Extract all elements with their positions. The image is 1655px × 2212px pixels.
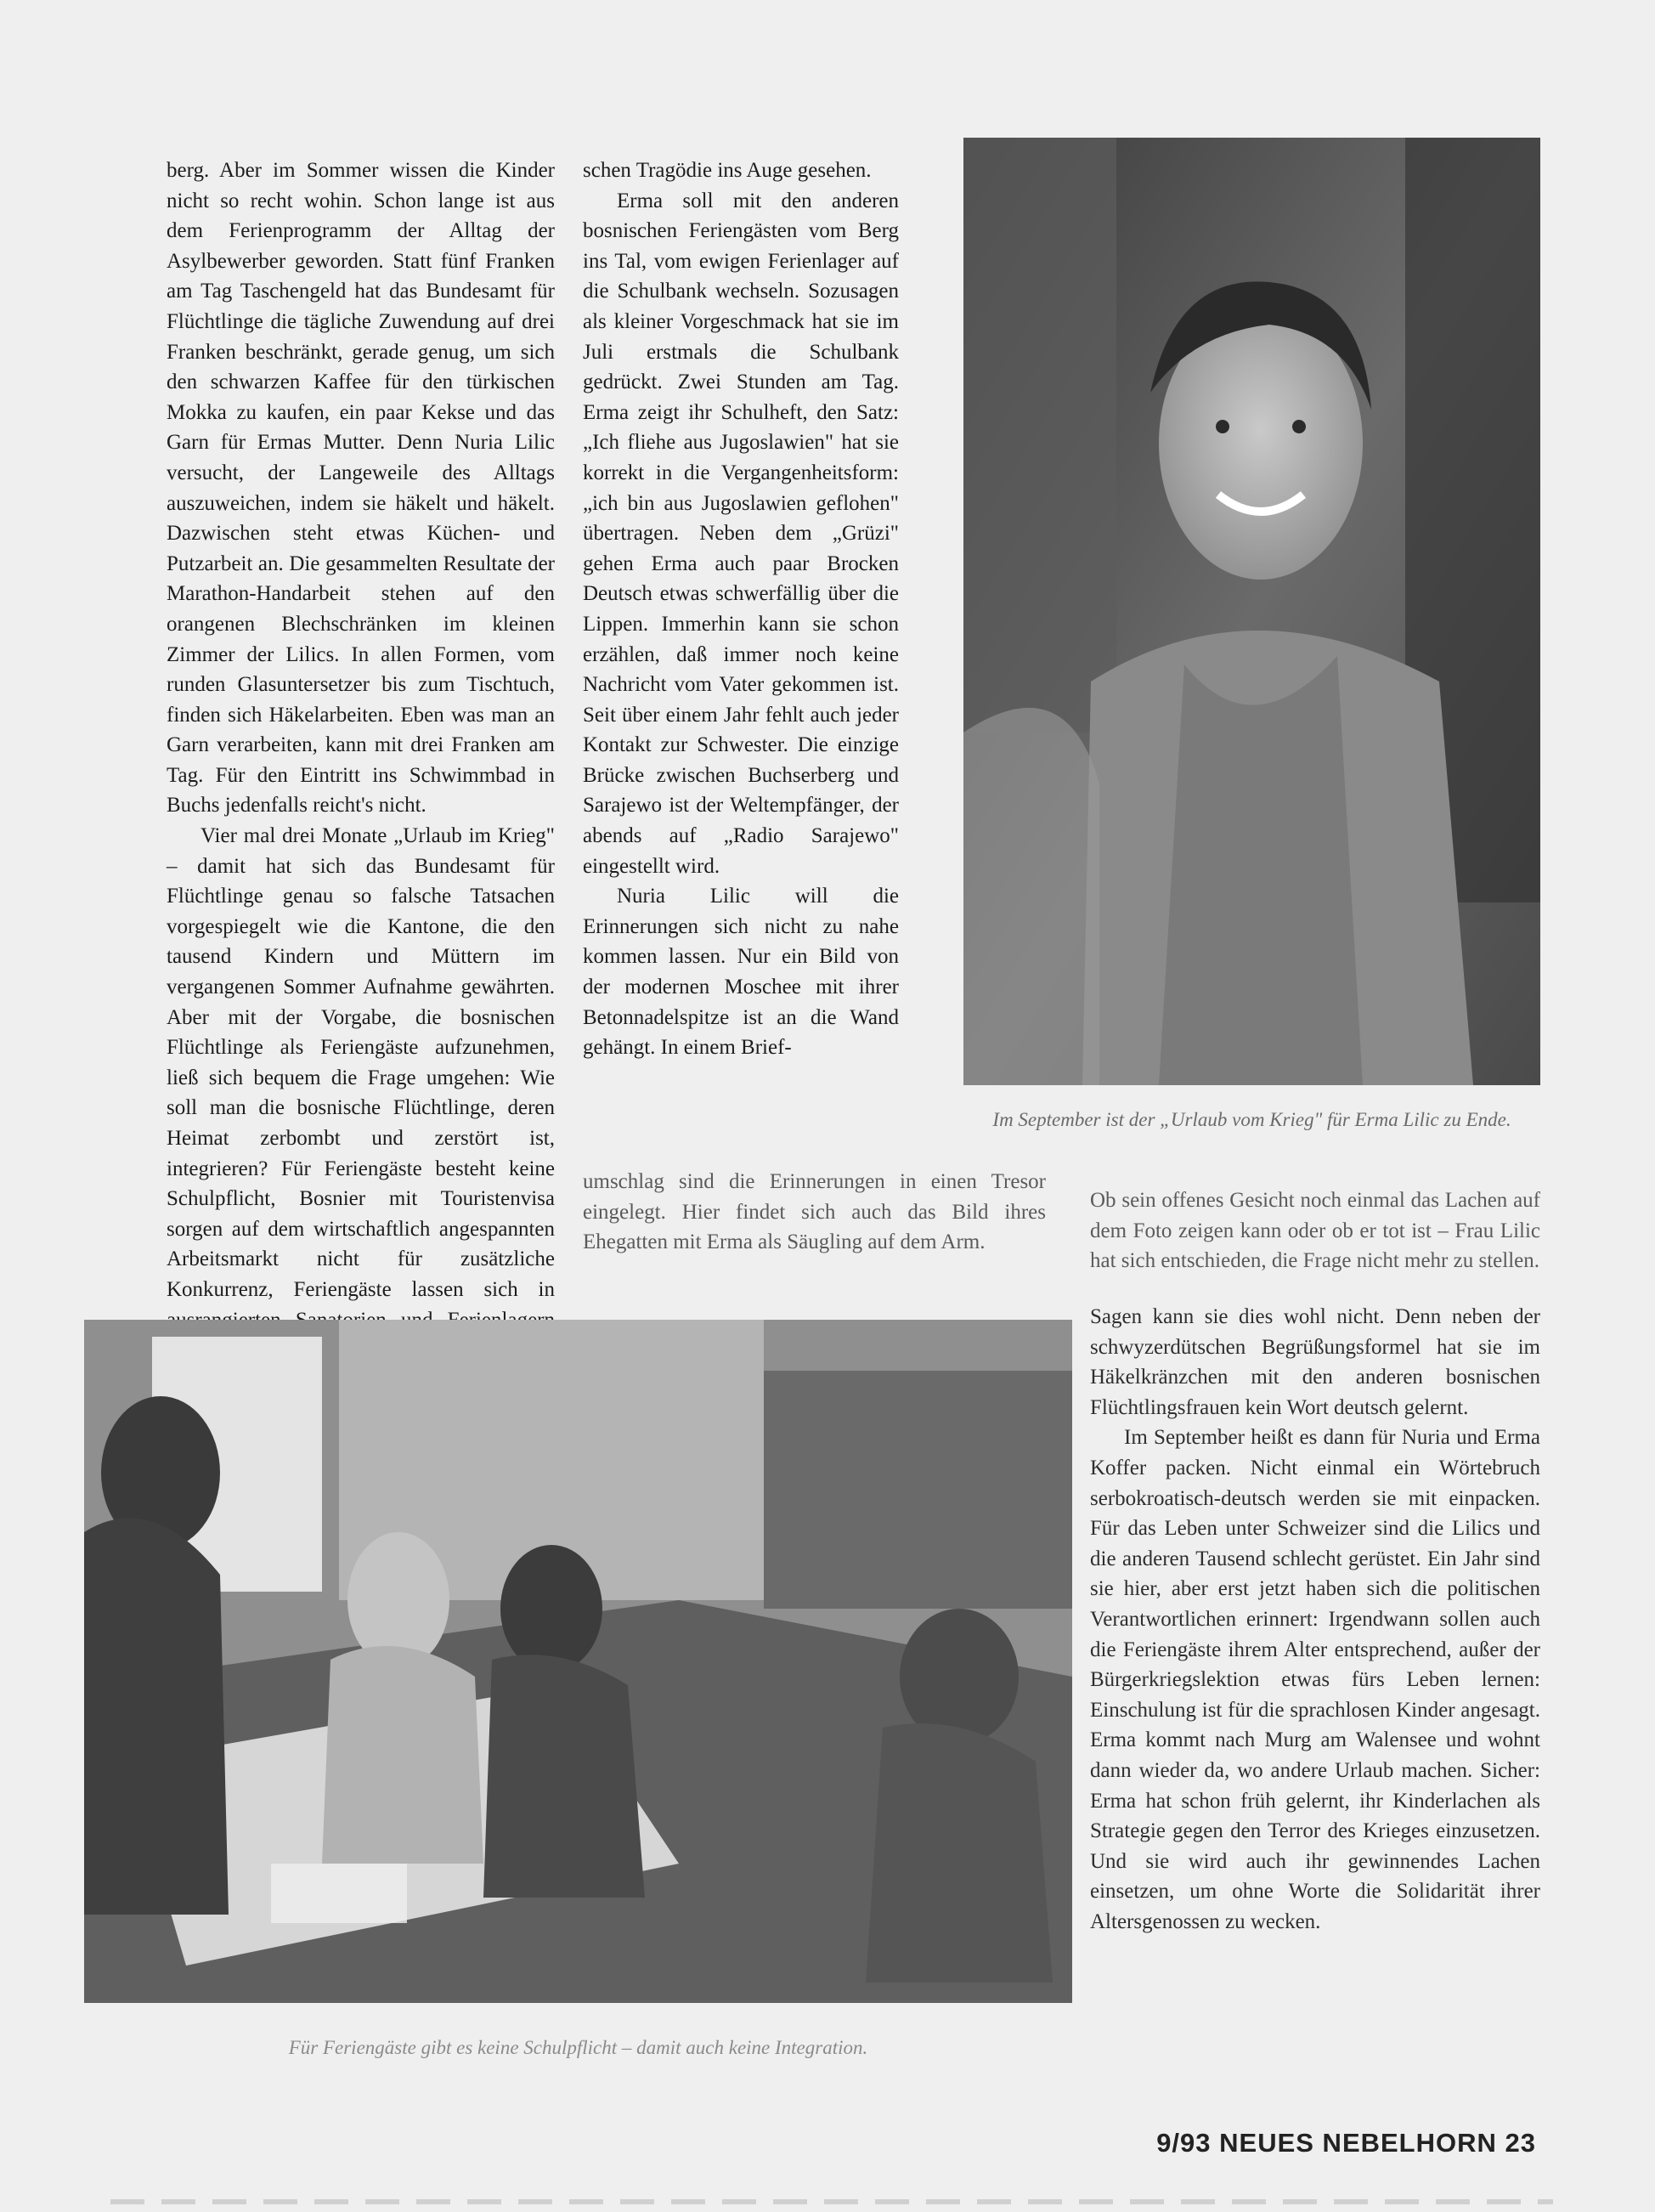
page-footer-issue: 9/93 NEUES NEBELHORN 23: [1156, 2128, 1536, 2158]
photo-classroom-illustration: [84, 1320, 1072, 2003]
article-paragraph: Sagen kann sie dies wohl nicht. Denn neben der schwyzerdütschen Begrüßungsformel hat sie im Häkelkränzchen mit den anderen bosnischen Flüchtlingsfrauen kein Wort deutsch gelernt.: [1090, 1305, 1540, 1419]
article-column-2: [583, 156, 899, 1063]
article-paragraph: Nuria Lilic will die Erinnerungen sich nicht zu nahe kommen lassen. Nur ein Bild von der modernen Moschee mit ihrer Betonnadelspitze ist an die Wand gehängt. In einem Brief-: [583, 885, 899, 1060]
article-column-2-continued: [583, 1167, 1046, 1258]
caption-girl-photo: Im September ist der „Urlaub vom Krieg" für Erma Lilic zu Ende.: [992, 1109, 1511, 1130]
caption-classroom-photo: Für Feriengäste gibt es keine Schulpflicht – damit auch keine Integration.: [288, 2037, 868, 2058]
bottom-rule: [110, 2199, 1553, 2204]
article-paragraph: schen Tragödie ins Auge gesehen.: [583, 159, 872, 182]
photo-girl-smiling: [963, 138, 1540, 1085]
article-column-3-intro: [1090, 1185, 1540, 1276]
photo-classroom: [84, 1320, 1072, 2003]
article-column-1: [167, 156, 555, 1426]
article-paragraph: Ob sein offenes Gesicht noch einmal das Lachen auf dem Foto zeigen kann oder ob er tot ist – Frau Lilic hat sich entschieden, die Frage nicht mehr zu stellen.: [1090, 1189, 1540, 1273]
photo-girl-illustration: [963, 138, 1540, 1085]
article-paragraph: Im September heißt es dann für Nuria und Erma Koffer packen. Nicht einmal ein Wörtebruch serbokroatisch-deutsch werden sie mit einpacken. Für das Leben unter Schweizer sind die Lilics und die anderen Tausend schlecht gerüstet. Ein Jahr sind sie hier, aber erst jetzt haben sich die politischen Verantwortlichen erinnert: Irgendwann sollen auch die Feriengäste ihrem Alter entsprechend, außer der Bürgerkriegslektion etwas fürs Leben lernen: Einschulung ist für die sprachlosen Kinder angesagt. Erma kommt nach Murg am Walensee und wohnt dann wieder da, wo andere Urlaub machen. Sicher: Erma hat schon früh gelernt, ihr Kinderlachen als Strategie gegen den Terror des Krieges einzusetzen. Und sie wird auch ihr gewinnendes Lachen einsetzen, um ohne Worte die Solidarität ihrer Altersgenossen zu wecken.: [1090, 1426, 1540, 1933]
article-paragraph: umschlag sind die Erinnerungen in einen Tresor eingelegt. Hier findet sich auch das Bild ihres Ehegatten mit Erma als Säugling auf dem Arm.: [583, 1170, 1046, 1254]
article-paragraph: Erma soll mit den anderen bosnischen Feriengästen vom Berg ins Tal, vom ewigen Ferienlager auf die Schulbank wechseln. Sozusagen als kleiner Vorgeschmack hat sie im Juli erstmals die Schulbank gedrückt. Zwei Stunden am Tag. Erma zeigt ihr Schulheft, den Satz: „Ich fliehe aus Jugoslawien" hat sie korrekt in die Vergangenheitsform: „ich bin aus Jugoslawien geflohen" übertragen. Neben dem „Grüzi" gehen Erma auch paar Brocken Deutsch etwas schwerfällig über die Lippen. Immerhin kann sie schon erzählen, daß immer noch keine Nachricht vom Vater gekommen ist. Seit über einem Jahr fehlt auch jeder Kontakt zur Schwester. Die einzige Brücke zwischen Buchserberg und Sarajewo ist der Weltempfänger, der abends auf „Radio Sarajewo" eingestellt wird.: [583, 189, 899, 878]
article-paragraph: berg. Aber im Sommer wissen die Kinder nicht so recht wohin. Schon lange ist aus dem Ferienprogramm der Alltag der Asylbewerber geworden. Statt fünf Franken am Tag Taschengeld hat das Bundesamt für Flüchtlinge die tägliche Zuwendung auf drei Franken beschränkt, gerade genug, um sich den schwarzen Kaffee für den türkischen Mokka zu kaufen, ein paar Kekse und das Garn für Ermas Mutter. Denn Nuria Lilic versucht, der Langeweile des Alltags auszuweichen, indem sie häkelt und häkelt. Dazwischen steht etwas Küchen- und Putzarbeit an. Die gesammelten Resultate der Marathon-Handarbeit stehen auf den orangenen Blechschränken im kleinen Zimmer der Lilics. In allen Formen, vom runden Glasuntersetzer bis zum Tischtuch, finden sich Häkelarbeiten. Eben was man an Garn verarbeiten, kann mit drei Franken am Tag. Für den Eintritt ins Schwimmbad in Buchs jedenfalls reicht's nicht.: [167, 159, 555, 817]
article-column-3: [1090, 1302, 1540, 1937]
article-paragraph: Vier mal drei Monate „Urlaub im Krieg" – damit hat sich das Bundesamt für Flüchtlinge genau so falsche Tatsachen vorgespiegelt wie die Kantone, die den tausend Kindern und Müttern im vergangenen Sommer Aufnahme gewährten. Aber mit der Vorgabe, die bosnischen Flüchtlinge als Feriengäste aufzunehmen, ließ sich bequem die Frage umgehen: Wie soll man die bosnische Flüchtlinge, deren Heimat zerbombt und zerstört ist, integrieren? Für Feriengäste besteht keine Schulpflicht, Bosnier mit Touristenvisa sorgen auf dem wirtschaftlich angespannten Arbeitsmarkt nicht für zusätzliche Konkurrenz, Feriengäste lassen sich in: [167, 824, 555, 1301]
